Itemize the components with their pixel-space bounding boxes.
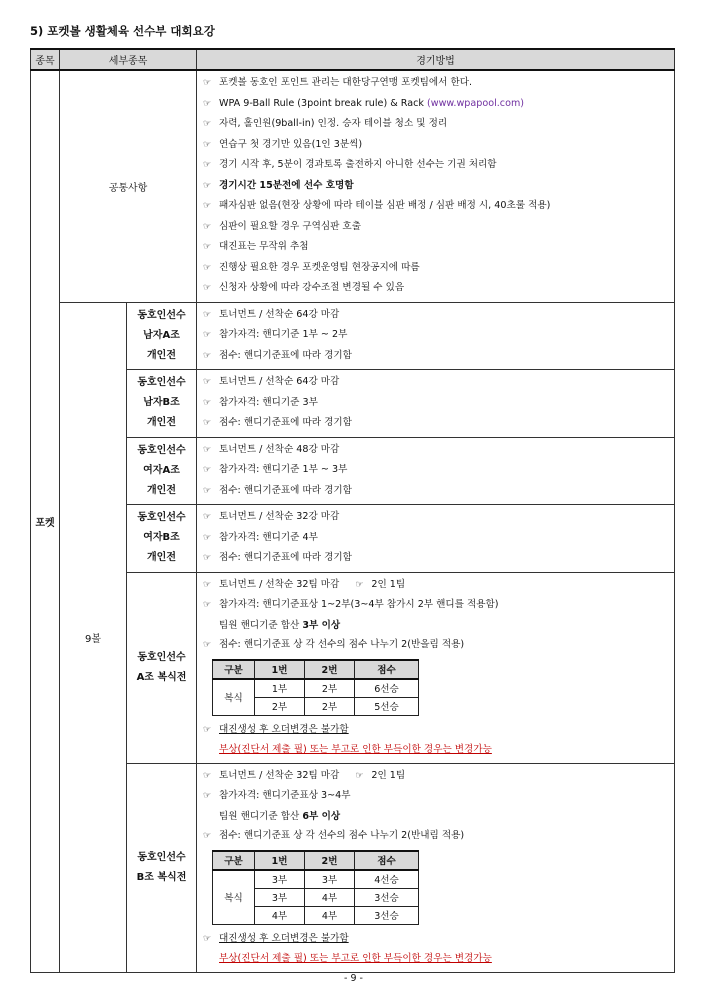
header-sub-event: 세부종목	[60, 49, 197, 70]
pointing-hand-icon: ☞	[203, 600, 212, 610]
list-item: ☞ 참가자격: 핸디기준 4부	[203, 528, 668, 549]
pointing-hand-icon: ☞	[203, 78, 212, 88]
pointing-hand-icon: ☞	[203, 119, 212, 129]
nine-ball-label: 9볼	[60, 302, 127, 972]
list-item: ☞ 진행상 필요한 경우 포켓운영팀 현장공지에 따름	[203, 258, 668, 279]
event-row	[31, 437, 675, 505]
pointing-hand-icon: ☞	[203, 640, 212, 650]
pointing-hand-icon: ☞	[203, 831, 212, 841]
list-item: ☞ 점수: 핸디기준표 상 각 선수의 점수 나누기 2(반올림 적용)	[203, 635, 668, 656]
header-method: 경기방법	[197, 49, 675, 70]
common-method	[197, 70, 675, 302]
pointing-hand-icon: ☞	[203, 933, 212, 944]
event-name-men-b: 동호인선수 남자B조 개인전	[127, 370, 197, 438]
list-item: ☞ 패자심판 없음(현장 상황에 따라 테이블 심판 배정 / 심판 배정 시, 40초룰 적용)	[203, 196, 668, 217]
pointing-hand-icon: ☞	[203, 512, 212, 522]
list-item: ☞ 참가자격: 핸디기준 1부 ~ 3부	[203, 460, 668, 481]
table-row: 복식 3부 3부 4선승	[213, 870, 419, 889]
page-number: - 9 -	[344, 973, 363, 984]
pointing-hand-icon: ☞	[203, 201, 212, 211]
list-item: ☞ 토너먼트 / 선착순 48강 마감	[203, 440, 668, 461]
list-item: ☞ 점수: 핸디기준표에 따라 경기함	[203, 481, 668, 502]
pointing-hand-icon: ☞	[203, 160, 212, 170]
list-item: ☞ 토너먼트 / 선착순 64강 마감	[203, 372, 668, 393]
table-row: 구분 1번 2번 점수	[213, 851, 419, 870]
pointing-hand-icon: ☞	[203, 579, 212, 590]
list-item: ☞ 토너먼트 / 선착순 32강 마감	[203, 507, 668, 528]
pointing-hand-icon: ☞	[203, 485, 212, 496]
list-item: ☞ 참가자격: 핸디기준 1부 ~ 2부	[203, 325, 668, 346]
event-row	[31, 763, 675, 972]
pointing-hand-icon: ☞	[203, 330, 212, 340]
pointing-hand-icon: ☞	[203, 397, 212, 408]
list-item: ☞ 포켓볼 동호인 포인트 관리는 대한당구연맹 포켓팀에서 한다.	[203, 73, 668, 94]
pointing-hand-icon: ☞	[203, 418, 212, 428]
list-item: ☞ 참가자격: 핸디기준표상 1~2부(3~4부 참가시 2부 핸디를 적용함)	[203, 595, 668, 616]
event-method	[197, 572, 675, 763]
table-row: 3부 4부 3선승	[213, 888, 419, 906]
list-item: ☞ 점수: 핸디기준표에 따라 경기함	[203, 413, 668, 434]
common-label: 공통사항	[60, 70, 197, 302]
event-name-doubles-a: 동호인선수 A조 복식전	[127, 572, 197, 763]
list-item: ☞ 경기 시작 후, 5분이 경과토록 출전하지 아니한 선수는 기권 처리함	[203, 155, 668, 176]
table-header-row	[31, 49, 675, 70]
list-item: ☞ 토너먼트 / 선착순 32팀 마감 ☞ 2인 1팀	[203, 766, 668, 787]
event-method	[197, 437, 675, 505]
event-method	[197, 763, 675, 972]
header-sport: 종목	[31, 49, 60, 70]
list-item: ☞ 토너먼트 / 선착순 32팀 마감 ☞ 2인 1팀	[203, 575, 668, 596]
pointing-hand-icon: ☞	[355, 770, 364, 781]
list-item: ☞ 점수: 핸디기준표에 따라 경기함	[203, 548, 668, 569]
pointing-hand-icon: ☞	[203, 770, 212, 781]
pointing-hand-icon: ☞	[203, 283, 212, 293]
pointing-hand-icon: ☞	[203, 98, 212, 109]
pointing-hand-icon: ☞	[203, 242, 212, 252]
list-item: ☞ 신청자 상황에 따라 강수조절 변경될 수 있음	[203, 278, 668, 299]
pointing-hand-icon: ☞	[203, 139, 212, 150]
event-name-women-b: 동호인선수 여자B조 개인전	[127, 505, 197, 573]
list-item: 팀원 핸디기준 합산 3부 이상	[219, 619, 341, 631]
list-item: ☞ 심판이 필요할 경우 구역심판 호출	[203, 217, 668, 238]
list-item: ☞ 대진생성 후 오더변경은 불가함	[203, 929, 668, 950]
sport-cell: 포켓	[31, 70, 60, 972]
event-name-men-a: 동호인선수 남자A조 개인전	[127, 302, 197, 370]
list-item: ☞ 자력, 홀인원(9ball-in) 인정. 승자 테이블 청소 및 정리	[203, 114, 668, 135]
pointing-hand-icon: ☞	[203, 350, 212, 361]
event-method	[197, 505, 675, 573]
pointing-hand-icon: ☞	[203, 532, 212, 543]
pointing-hand-icon: ☞	[203, 377, 212, 387]
list-item: ☞ WPA 9-Ball Rule (3point break rule) & Rack (www.wpapool.com)	[203, 94, 668, 115]
score-table-a	[212, 659, 419, 716]
table-row: 2부 2부 5선승	[213, 697, 419, 715]
list-item: ☞ 참가자격: 핸디기준표상 3~4부	[203, 786, 668, 807]
event-method	[197, 302, 675, 370]
table-row: 구분 1번 2번 점수	[213, 660, 419, 679]
pointing-hand-icon: ☞	[203, 444, 212, 455]
pointing-hand-icon: ☞	[203, 180, 212, 191]
list-item: 팀원 핸디기준 합산 6부 이상	[219, 810, 341, 822]
pointing-hand-icon: ☞	[203, 724, 212, 735]
event-row	[31, 302, 675, 370]
pointing-hand-icon: ☞	[203, 791, 212, 801]
list-item: ☞ 대진생성 후 오더변경은 불가함	[203, 720, 668, 741]
event-name-doubles-b: 동호인선수 B조 복식전	[127, 763, 197, 972]
list-item: 부상(진단서 제출 필) 또는 부고로 인한 부득이한 경우는 변경가능	[219, 953, 492, 964]
event-name-women-a: 동호인선수 여자A조 개인전	[127, 437, 197, 505]
page-title: 5) 포켓볼 생활체육 선수부 대회요강	[30, 24, 215, 38]
common-row	[31, 70, 675, 302]
list-item: ☞ 점수: 핸디기준표 상 각 선수의 점수 나누기 2(반내림 적용)	[203, 826, 668, 847]
pointing-hand-icon: ☞	[203, 221, 212, 232]
list-item: ☞ 연습구 첫 경기만 있음(1인 3분씩)	[203, 135, 668, 156]
pointing-hand-icon: ☞	[203, 309, 212, 320]
event-row	[31, 505, 675, 573]
list-item: ☞ 점수: 핸디기준표에 따라 경기함	[203, 346, 668, 367]
list-item: ☞ 토너먼트 / 선착순 64강 마감	[203, 305, 668, 326]
list-item: ☞ 참가자격: 핸디기준 3부	[203, 393, 668, 414]
list-item: ☞ 대진표는 무작위 추첨	[203, 237, 668, 258]
pointing-hand-icon: ☞	[203, 553, 212, 563]
pointing-hand-icon: ☞	[203, 262, 212, 273]
table-row: 복식 1부 2부 6선승	[213, 679, 419, 698]
pointing-hand-icon: ☞	[355, 579, 364, 590]
table-row: 4부 4부 3선승	[213, 906, 419, 924]
wpa-link[interactable]: (www.wpapool.com)	[427, 97, 525, 109]
event-method	[197, 370, 675, 438]
pointing-hand-icon: ☞	[203, 465, 212, 475]
rules-table	[30, 48, 675, 973]
event-row	[31, 572, 675, 763]
event-row	[31, 370, 675, 438]
score-table-b	[212, 850, 419, 925]
list-item: ☞ 경기시간 15분전에 선수 호명함	[203, 176, 668, 197]
list-item: 부상(진단서 제출 필) 또는 부고로 인한 부득이한 경우는 변경가능	[219, 744, 492, 755]
